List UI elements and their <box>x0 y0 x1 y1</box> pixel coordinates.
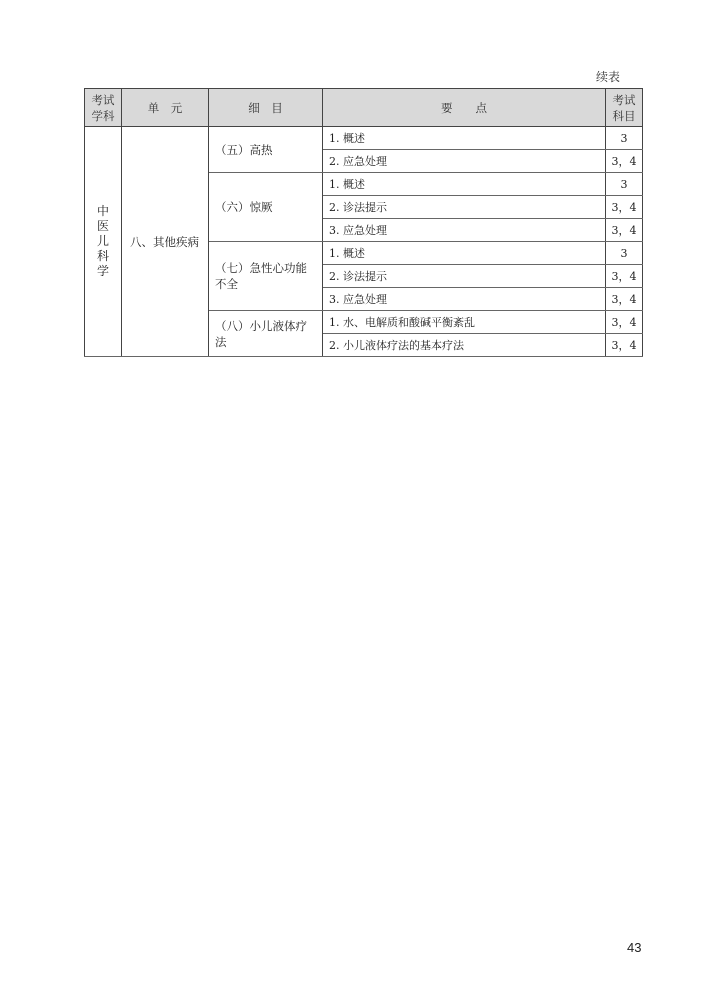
detail-cell: （五）高热 <box>209 127 323 173</box>
exam-category-cell: 3，4 <box>606 334 643 357</box>
header-exam-category: 考试 科目 <box>606 89 643 127</box>
exam-category-cell: 3，4 <box>606 219 643 242</box>
point-cell: 3. 应急处理 <box>323 219 606 242</box>
page-number: 43 <box>627 940 642 955</box>
exam-category-cell: 3，4 <box>606 311 643 334</box>
table-header-row <box>85 89 643 127</box>
subject-char: 科 <box>96 249 109 263</box>
point-cell: 1. 水、电解质和酸碱平衡紊乱 <box>323 311 606 334</box>
detail-cell: （六）惊厥 <box>209 173 323 242</box>
detail-cell: （七）急性心功能不全 <box>209 242 323 311</box>
header-exam-subject: 考试 学科 <box>85 89 122 127</box>
header-unit: 单 元 <box>122 89 209 127</box>
detail-cell: （八）小儿液体疗法 <box>209 311 323 357</box>
header-points: 要 点 <box>323 89 606 127</box>
point-cell: 3. 应急处理 <box>323 288 606 311</box>
subject-char: 医 <box>96 219 109 233</box>
point-cell: 2. 应急处理 <box>323 150 606 173</box>
point-cell: 1. 概述 <box>323 173 606 196</box>
subject-char: 中 <box>96 204 109 218</box>
exam-category-cell: 3，4 <box>606 196 643 219</box>
subject-char: 儿 <box>96 234 109 248</box>
exam-category-cell: 3，4 <box>606 265 643 288</box>
exam-category-cell: 3，4 <box>606 288 643 311</box>
point-cell: 2. 诊法提示 <box>323 265 606 288</box>
point-cell: 2. 小儿液体疗法的基本疗法 <box>323 334 606 357</box>
unit-cell: 八、其他疾病 <box>122 127 209 357</box>
header-detail: 细 目 <box>209 89 323 127</box>
point-cell: 2. 诊法提示 <box>323 196 606 219</box>
exam-category-cell: 3 <box>606 127 643 150</box>
exam-category-cell: 3，4 <box>606 150 643 173</box>
table-row <box>85 127 643 150</box>
exam-category-cell: 3 <box>606 242 643 265</box>
table-body <box>85 127 643 357</box>
syllabus-table <box>84 88 643 357</box>
point-cell: 1. 概述 <box>323 127 606 150</box>
exam-category-cell: 3 <box>606 173 643 196</box>
subject-cell <box>85 127 122 357</box>
point-cell: 1. 概述 <box>323 242 606 265</box>
continued-label: 续表 <box>596 70 621 84</box>
subject-char: 学 <box>96 264 109 278</box>
